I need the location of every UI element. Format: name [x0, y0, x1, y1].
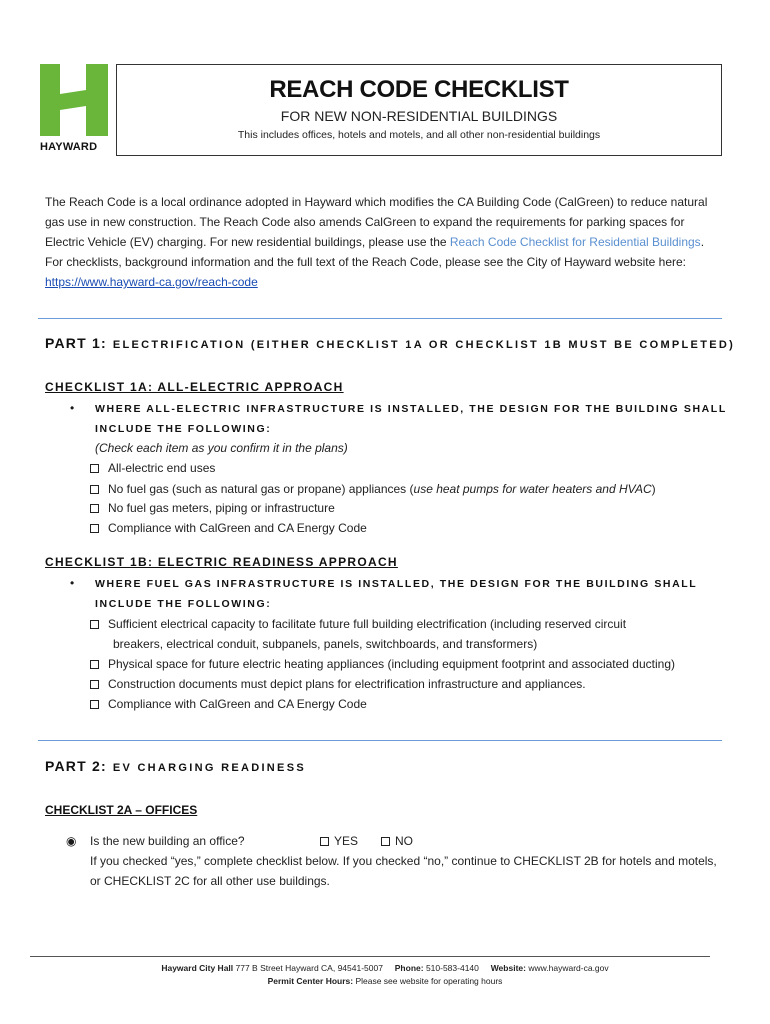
title-box — [116, 64, 722, 156]
part2-label: PART 2: — [45, 758, 107, 774]
page-title: REACH CODE CHECKLIST — [269, 76, 569, 103]
item-label: All-electric end uses — [108, 461, 216, 475]
checkbox-icon[interactable] — [90, 620, 99, 629]
checklist-1a-instruction-line2: INCLUDE THE FOLLOWING: — [95, 423, 272, 435]
checkbox-icon[interactable] — [320, 837, 329, 846]
item-label: Compliance with CalGreen and CA Energy Code — [108, 521, 367, 535]
intro-paragraph — [45, 192, 725, 292]
no-label: NO — [395, 834, 413, 848]
checkbox-icon[interactable] — [90, 680, 99, 689]
intro-text-2: . For checklists, background information and the full text of the Reach Code, please see the City of Hayward website here: — [45, 235, 705, 269]
footer-phone: 510-583-4140 — [423, 963, 479, 973]
checklist-1a-instruction — [95, 399, 727, 439]
item-label: No fuel gas (such as natural gas or propane) appliances ( — [108, 482, 414, 496]
bullet-icon: • — [70, 576, 75, 590]
part1-heading — [45, 335, 735, 351]
footer-hours-label: Permit Center Hours: — [267, 976, 354, 986]
checklist-1a-heading: CHECKLIST 1A: ALL-ELECTRIC APPROACH — [45, 380, 344, 394]
checklist-1b-heading: CHECKLIST 1B: ELECTRIC READINESS APPROACH — [45, 555, 398, 569]
checkbox-item[interactable] — [90, 694, 730, 714]
footer-contact — [0, 963, 770, 973]
item-label: Physical space for future electric heating appliances (including equipment footprint and associated ducting) — [108, 657, 675, 671]
checkbox-icon[interactable] — [90, 485, 99, 494]
item-label: No fuel gas meters, piping or infrastructure — [108, 501, 335, 515]
checkbox-item[interactable] — [90, 458, 730, 478]
item-label: Compliance with CalGreen and CA Energy Code — [108, 697, 367, 711]
divider — [38, 740, 722, 741]
checkbox-icon[interactable] — [90, 660, 99, 669]
checkbox-item[interactable] — [90, 498, 730, 518]
intro-text-1: The Reach Code is a local ordinance adopted in Hayward which modifies the CA Building Code (CalGreen) to reduce natural gas use in new construction. The Reach Code also amends CalGreen to expand the requirements for parking spaces for Electric Vehicle (EV) charging. For new residential buildings, please use the — [45, 195, 708, 249]
divider — [38, 318, 722, 319]
item-label: Sufficient electrical capacity to facilitate future full building electrification (including reserved circuit — [108, 617, 627, 631]
checkbox-item[interactable] — [90, 674, 730, 694]
checklist-1b-instruction — [95, 574, 727, 614]
checklist-1a-note: (Check each item as you confirm it in the plans) — [95, 441, 348, 455]
checklist-1b-instruction-line2: INCLUDE THE FOLLOWING: — [95, 598, 272, 610]
checkbox-item[interactable] — [90, 518, 730, 538]
checkbox-item[interactable] — [90, 614, 730, 654]
residential-checklist-link[interactable]: Reach Code Checklist for Residential Buildings — [449, 235, 701, 249]
checkbox-item[interactable] — [90, 654, 730, 674]
checkbox-icon[interactable] — [90, 504, 99, 513]
logo-text: HAYWARD — [40, 141, 98, 153]
item-label-continued: breakers, electrical conduit, subpanels, panels, switchboards, and transformers) — [113, 637, 538, 651]
checklist-1b-instruction-line1: WHERE FUEL GAS INFRASTRUCTURE IS INSTALLED, THE DESIGN FOR THE BUILDING SHALL — [95, 578, 698, 590]
checkbox-icon[interactable] — [381, 837, 390, 846]
footer-website-label: Website: — [490, 963, 526, 973]
page-subtitle: FOR NEW NON-RESIDENTIAL BUILDINGS — [280, 108, 558, 124]
yes-option[interactable] — [320, 834, 358, 848]
office-instruction: If you checked “yes,” complete checklist below. If you checked “no,” continue to CHECKLIST 2B for hotels and motels, or CHECKLIST 2C for all other use buildings. — [90, 854, 717, 888]
footer-website[interactable]: www.hayward-ca.gov — [525, 963, 609, 973]
checkbox-icon[interactable] — [90, 464, 99, 473]
checklist-1a-instruction-line1: WHERE ALL-ELECTRIC INFRASTRUCTURE IS INSTALLED, THE DESIGN FOR THE BUILDING SHALL — [95, 403, 727, 415]
reach-code-url-link[interactable]: https://www.hayward-ca.gov/reach-code — [45, 275, 258, 289]
item-label-italic: use heat pumps for water heaters and HVAC — [413, 482, 652, 496]
footer-hours-text: Please see website for operating hours — [353, 976, 503, 986]
bullet-icon: ◉ — [66, 834, 77, 848]
footer-divider — [30, 956, 710, 957]
checkbox-icon[interactable] — [90, 524, 99, 533]
bullet-icon: • — [70, 401, 75, 415]
checkbox-item[interactable] — [90, 479, 730, 499]
no-option[interactable] — [381, 834, 413, 848]
item-label: Construction documents must depict plans for electrification infrastructure and appliances. — [108, 677, 586, 691]
part2-title: EV CHARGING READINESS — [112, 762, 306, 774]
footer-cityhall-label: Hayward City Hall — [161, 963, 234, 973]
footer-address: 777 B Street Hayward CA, 94541-5007 — [233, 963, 383, 973]
page-note: This includes offices, hotels and motels, and all other non-residential buildings — [237, 129, 601, 141]
footer-hours — [0, 976, 770, 986]
office-question: Is the new building an office? — [90, 834, 245, 848]
footer-phone-label: Phone: — [394, 963, 424, 973]
yes-label: YES — [334, 834, 359, 848]
part1-label: PART 1: — [45, 335, 107, 351]
part2-heading — [45, 758, 306, 774]
checkbox-icon[interactable] — [90, 700, 99, 709]
item-label-end: ) — [651, 482, 656, 496]
checklist-2a-heading: CHECKLIST 2A – OFFICES — [45, 803, 198, 817]
part1-title: ELECTRIFICATION (EITHER CHECKLIST 1A OR CHECKLIST 1B MUST BE COMPLETED) — [112, 339, 736, 351]
